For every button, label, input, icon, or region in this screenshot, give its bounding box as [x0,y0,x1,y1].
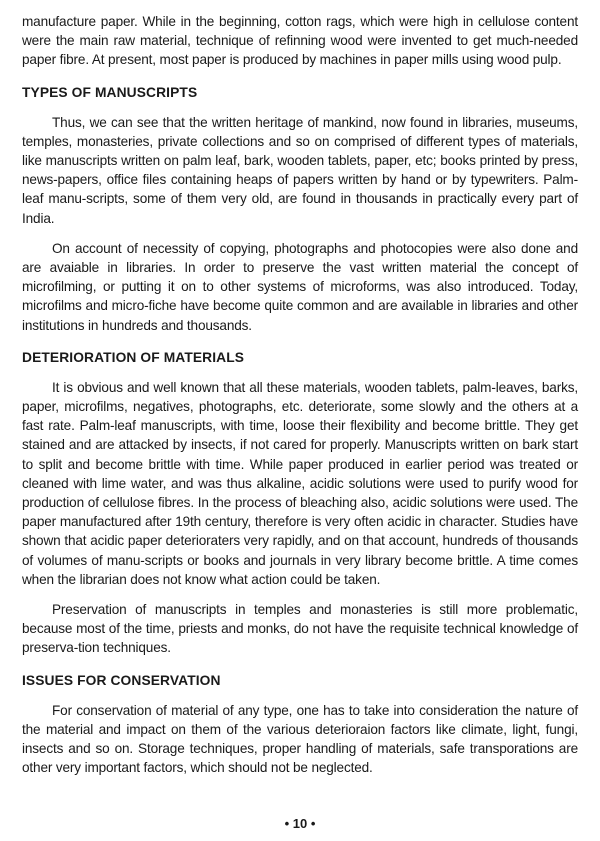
spacer [22,589,578,600]
paragraph-deterioration-2: Preservation of manuscripts in temples and monasteries is still more problematic, because most of the time, priests and monks, do not have the requisite technical knowledge of preserva-tion techniques. [22,602,578,656]
paragraph-conservation-1: For conservation of material of any type, one has to take into consideration the nature of the material and impact on them of the various deterioraion factors like climate, light, fungi, insects and so on. Storage techniques, proper handling of materials, safe transporations are other very important factors, which should not be neglected. [22,702,578,776]
section-heading-types-of-manuscripts: TYPES OF MANUSCRIPTS [22,84,198,100]
spacer [22,70,578,83]
paragraph-deterioration-1: It is obvious and well known that all these materials, wooden tablets, palm-leaves, barks, paper, microfilms, negatives, photographs, etc. deteriorate, some slowly and the others at a fast rate. Palm-leaf manuscripts, with time, loose their flexibility and become brittle. They get stained and are attacked by insects, if not cared for properly. Manuscripts written on bark start to split and become brittle with time. While paper produced in earlier period was treated or cleaned with lime water, and was thus alkaline, acidic solutions were used to purify wood for production of cellulose fibres. In the process of bleaching also, acidic solutions were used. The paper manufactured after 19th century, therefore is very often acidic in character. Studies have shown that acidic paper deterioraters very rapidly, and on that account, hundreds of thousands of volumes of manu-scripts or books and journals in very library become brittle. A time comes when the librarian does not know what action could be taken. [22,379,578,587]
document-page [22,12,578,778]
intro-paragraph: manufacture paper. While in the beginning, cotton rags, which were high in cellulose content were the main raw material, technique of refinning wood were invented to get much-needed paper fibre. At present, most paper is produced by machines in paper mills using wood pulp. [22,14,578,68]
section-heading-issues-for-conservation: ISSUES FOR CONSERVATION [22,672,221,688]
spacer [22,335,578,348]
section-heading-deterioration-of-materials: DETERIORATION OF MATERIALS [22,349,245,365]
spacer [22,658,578,671]
paragraph-types-2: On account of necessity of copying, photographs and photocopies were also done and are avaiable in libraries. In order to preserve the vast written material the concept of microfilming, or putting it on to other systems of microforms, was also introduced. Today, microfilms and micro-fiche have become quite common and are available in libraries and other institutions in hundreds and thousands. [22,240,578,333]
paragraph-types-1: Thus, we can see that the written heritage of mankind, now found in libraries, museums, temples, monasteries, private collections and so on comprised of different types of materials, like manuscripts written on palm leaf, bark, wooden tablets, paper, etc; books printed by press, news-papers, office files containing heaps of papers written by hand or by typewriters. Palm-leaf manu-scripts, some of them very old, are found in thousands in practically every part of India. [22,114,578,226]
spacer [22,102,578,113]
spacer [22,367,578,378]
spacer [22,690,578,701]
spacer [22,228,578,239]
page-number: • 10 • [284,816,316,831]
